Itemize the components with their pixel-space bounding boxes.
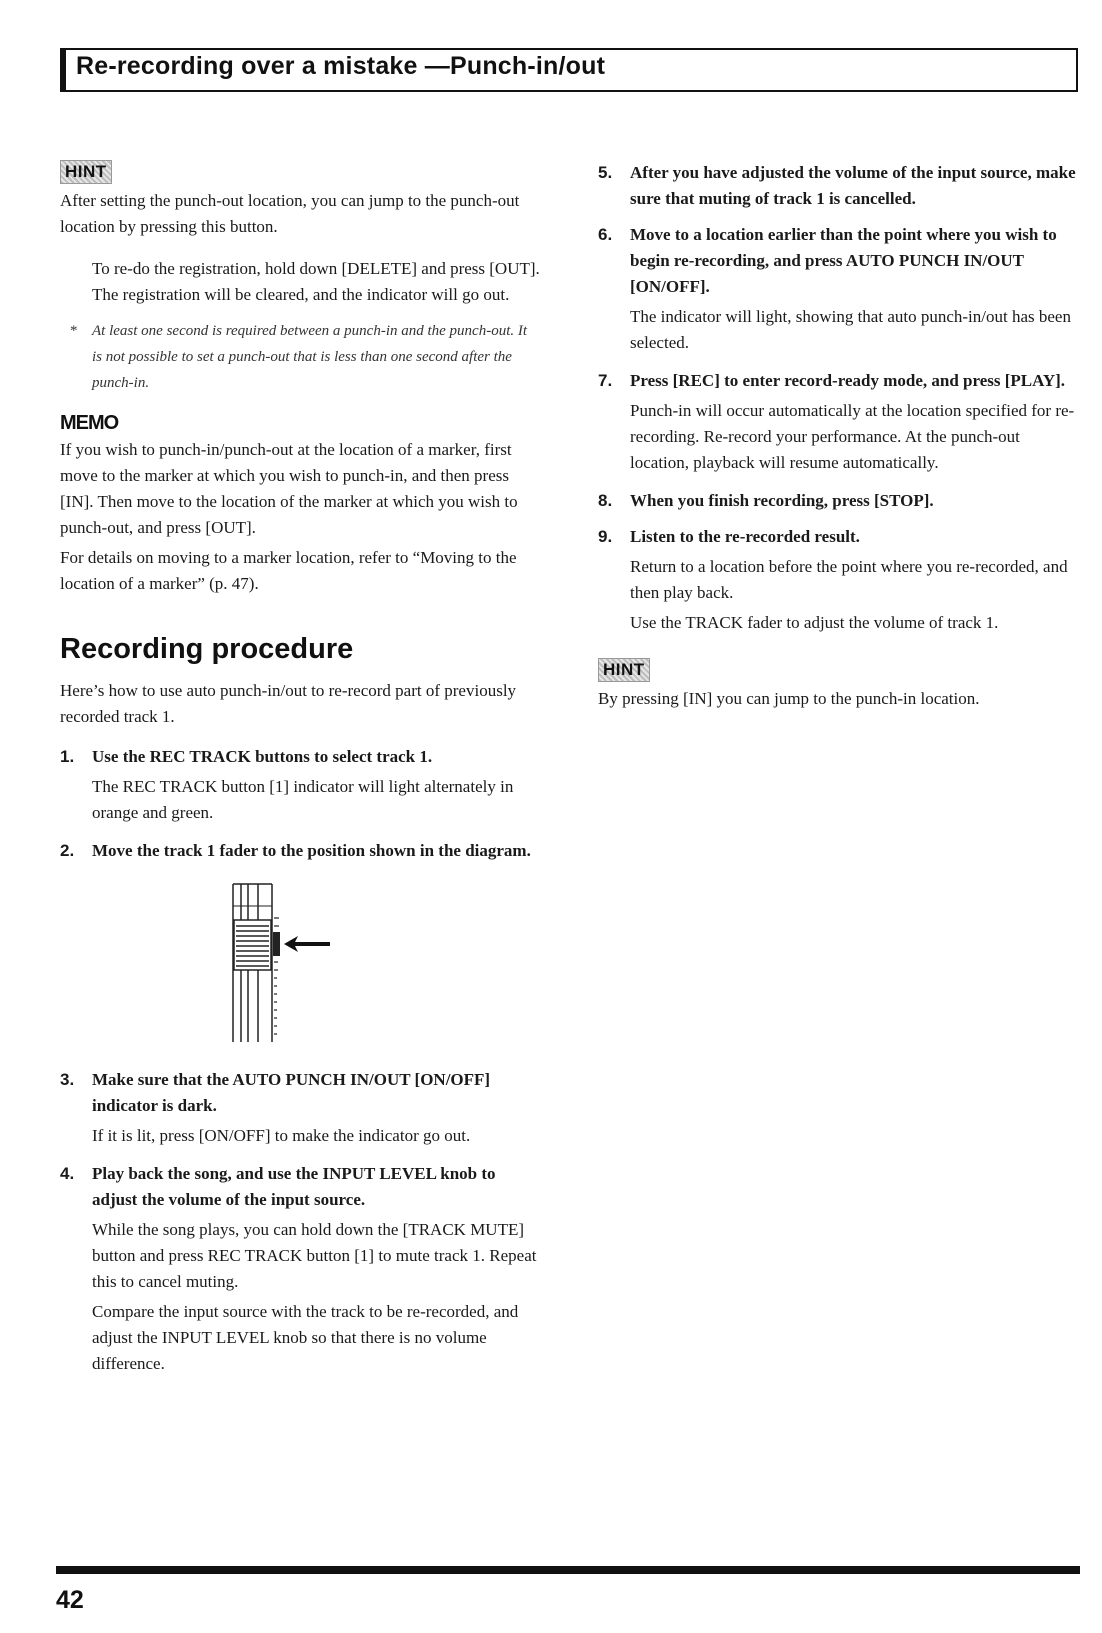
- fader-illustration: [60, 882, 540, 1047]
- step-7: [598, 368, 1080, 476]
- step-body: Compare the input source with the track to be re-recorded, and adjust the INPUT LEVEL knob so that there is no volume difference.: [92, 1302, 519, 1373]
- note-star: *: [70, 323, 78, 339]
- step-title: Move to a location earlier than the point where you wish to begin re-recording, and press AUTO PUNCH IN/OUT [ON/OFF].: [630, 225, 1057, 296]
- footer-rule: [56, 1566, 1080, 1574]
- step-body: Use the TRACK fader to adjust the volume of track 1.: [630, 613, 999, 632]
- step-title: Move the track 1 fader to the position shown in the diagram.: [92, 841, 531, 860]
- note-body: At least one second is required between a punch-in and the punch-out. It is not possible to set a punch-out that is less than one second after the punch-in.: [92, 323, 528, 391]
- right-column: [598, 160, 1080, 712]
- memo-reference: For details on moving to a marker location, refer to “Moving to the location of a marker” (p. 47).: [60, 548, 517, 593]
- section-intro: Here’s how to use auto punch-in/out to re-record part of previously recorded track 1.: [60, 681, 517, 726]
- step-body: Return to a location before the point where you re-recorded, and then play back.: [630, 557, 1068, 602]
- step-number: 1.: [60, 747, 75, 766]
- step-4: [60, 1161, 540, 1377]
- step-number: 4.: [60, 1164, 75, 1183]
- step-body: If it is lit, press [ON/OFF] to make the indicator go out.: [92, 1126, 471, 1145]
- hint-badge: HINT: [598, 658, 650, 682]
- fader-diagram: [60, 882, 540, 1067]
- step-title: Listen to the re-recorded result.: [630, 527, 860, 546]
- section-title: Recording procedure: [60, 633, 354, 665]
- hint-text: After setting the punch-out location, you can jump to the punch-out location by pressing this button.: [60, 191, 520, 236]
- step-5: [598, 160, 1080, 212]
- step-body: The REC TRACK button [1] indicator will light alternately in orange and green.: [92, 777, 514, 822]
- step-body: Punch-in will occur automatically at the location specified for re-recording. Re-record your performance. At the punch-out location, playback will resume automatically.: [630, 401, 1075, 472]
- step-title: Use the REC TRACK buttons to select track 1.: [92, 747, 433, 766]
- step-number: 9.: [598, 527, 613, 546]
- hint-badge: HINT: [60, 160, 112, 184]
- step-6: [598, 222, 1080, 356]
- page-number: 42: [56, 1586, 84, 1614]
- step-number: 7.: [598, 371, 613, 390]
- hint-text: By pressing [IN] you can jump to the punch-in location.: [598, 689, 980, 708]
- step-title: Make sure that the AUTO PUNCH IN/OUT [ON/OFF] indicator is dark.: [92, 1070, 491, 1115]
- step-number: 6.: [598, 225, 613, 244]
- step-2: [60, 838, 540, 864]
- note-text: [60, 318, 540, 396]
- step-1: [60, 744, 540, 826]
- step-body: While the song plays, you can hold down the [TRACK MUTE] button and press REC TRACK button [1] to mute track 1. Repeat this to cancel muting.: [92, 1220, 537, 1291]
- step-title: When you finish recording, press [STOP].: [630, 491, 934, 510]
- step-title: Press [REC] to enter record-ready mode, and press [PLAY].: [630, 371, 1066, 390]
- step-8: [598, 488, 1080, 514]
- step-number: 8.: [598, 491, 613, 510]
- memo-text: If you wish to punch-in/punch-out at the location of a marker, first move to the marker at which you wish to punch-in, and then press [IN]. Then move to the location of the marker at which you wish to punch-out, and press [OUT].: [60, 440, 518, 537]
- redo-text: To re-do the registration, hold down [DELETE] and press [OUT]. The registration will be cleared, and the indicator will go out.: [92, 259, 540, 304]
- left-column: [60, 160, 540, 1377]
- step-body: The indicator will light, showing that auto punch-in/out has been selected.: [630, 307, 1071, 352]
- step-number: 5.: [598, 163, 613, 182]
- step-3: [60, 1067, 540, 1149]
- memo-label: MEMO: [60, 412, 119, 434]
- step-title: After you have adjusted the volume of the input source, make sure that muting of track 1 is cancelled.: [630, 163, 1076, 208]
- step-9: [598, 524, 1080, 636]
- left-arrow-icon: [284, 936, 330, 952]
- page-title: Re-recording over a mistake —Punch-in/out: [76, 52, 606, 80]
- step-number: 2.: [60, 841, 75, 860]
- right-hint: [598, 658, 1080, 712]
- step-title: Play back the song, and use the INPUT LEVEL knob to adjust the volume of the input source.: [92, 1164, 496, 1209]
- step-number: 3.: [60, 1070, 75, 1089]
